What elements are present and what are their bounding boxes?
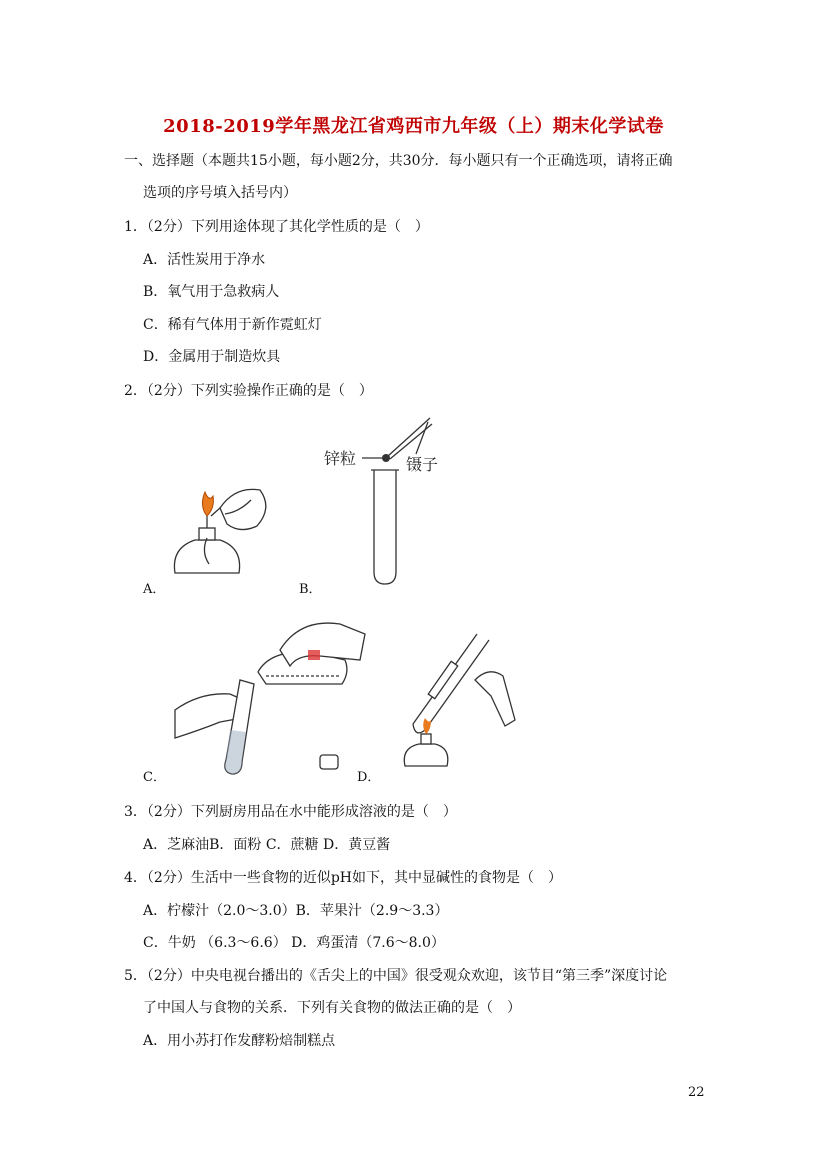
figure-test-tube-zinc — [320, 412, 450, 587]
q4-options-ab: A．柠檬汁（2.0～3.0）B．苹果汁（2.9～3.3） — [143, 903, 449, 919]
q3-options: A．芝麻油B．面粉 C．蔗糖 D．黄豆酱 — [143, 837, 391, 853]
q2-option-c-label: C． — [143, 770, 166, 785]
q2-stem: 2．（2分）下列实验操作正确的是（ ） — [124, 383, 373, 399]
q2-option-a-label: A． — [143, 582, 166, 597]
q4-options-cd: C．牛奶 （6.3～6.6） D．鸡蛋清（7.6～8.0） — [143, 935, 445, 951]
figure-alcohol-lamp-lighting — [165, 478, 285, 588]
section-heading-line1: 一、选择题（本题共15小题，每小题2分，共30分．每小题只有一个正确选项，请将正确 — [124, 153, 673, 169]
q5-stem-line1: 5．（2分）中央电视台播出的《舌尖上的中国》很受观众欢迎，该节目“第三季”深度讨论 — [124, 968, 668, 984]
q2-option-d-label: D． — [357, 770, 381, 785]
q4-stem: 4．（2分）生活中一些食物的近似pH如下，其中显碱性的食物是（ ） — [124, 870, 562, 886]
q1-option-c: C．稀有气体用于新作霓虹灯 — [143, 317, 322, 333]
exam-title: 2018-2019学年黑龙江省鸡西市九年级（上）期末化学试卷 — [163, 116, 664, 137]
q5-option-a: A．用小苏打作发酵粉焙制糕点 — [143, 1033, 336, 1049]
page-number: 22 — [688, 1085, 705, 1100]
tweezers-label: 镊子 — [406, 455, 439, 474]
q1-option-a: A．活性炭用于净水 — [143, 252, 266, 268]
q3-stem: 3．（2分）下列厨房用品在水中能形成溶液的是（ ） — [124, 804, 457, 820]
q1-option-d: D．金属用于制造炊具 — [143, 349, 281, 365]
zinc-label: 锌粒 — [324, 449, 357, 468]
q1-option-b: B．氧气用于急救病人 — [143, 284, 280, 300]
section-heading-line2: 选项的序号填入括号内） — [143, 185, 297, 201]
figure-pouring-liquid — [170, 610, 370, 780]
figure-heating-test-tube — [385, 620, 525, 780]
q1-stem: 1．（2分）下列用途体现了其化学性质的是（ ） — [124, 219, 429, 235]
q2-option-b-label: B． — [299, 582, 322, 597]
q5-stem-line2: 了中国人与食物的关系．下列有关食物的做法正确的是（ ） — [143, 1000, 521, 1016]
